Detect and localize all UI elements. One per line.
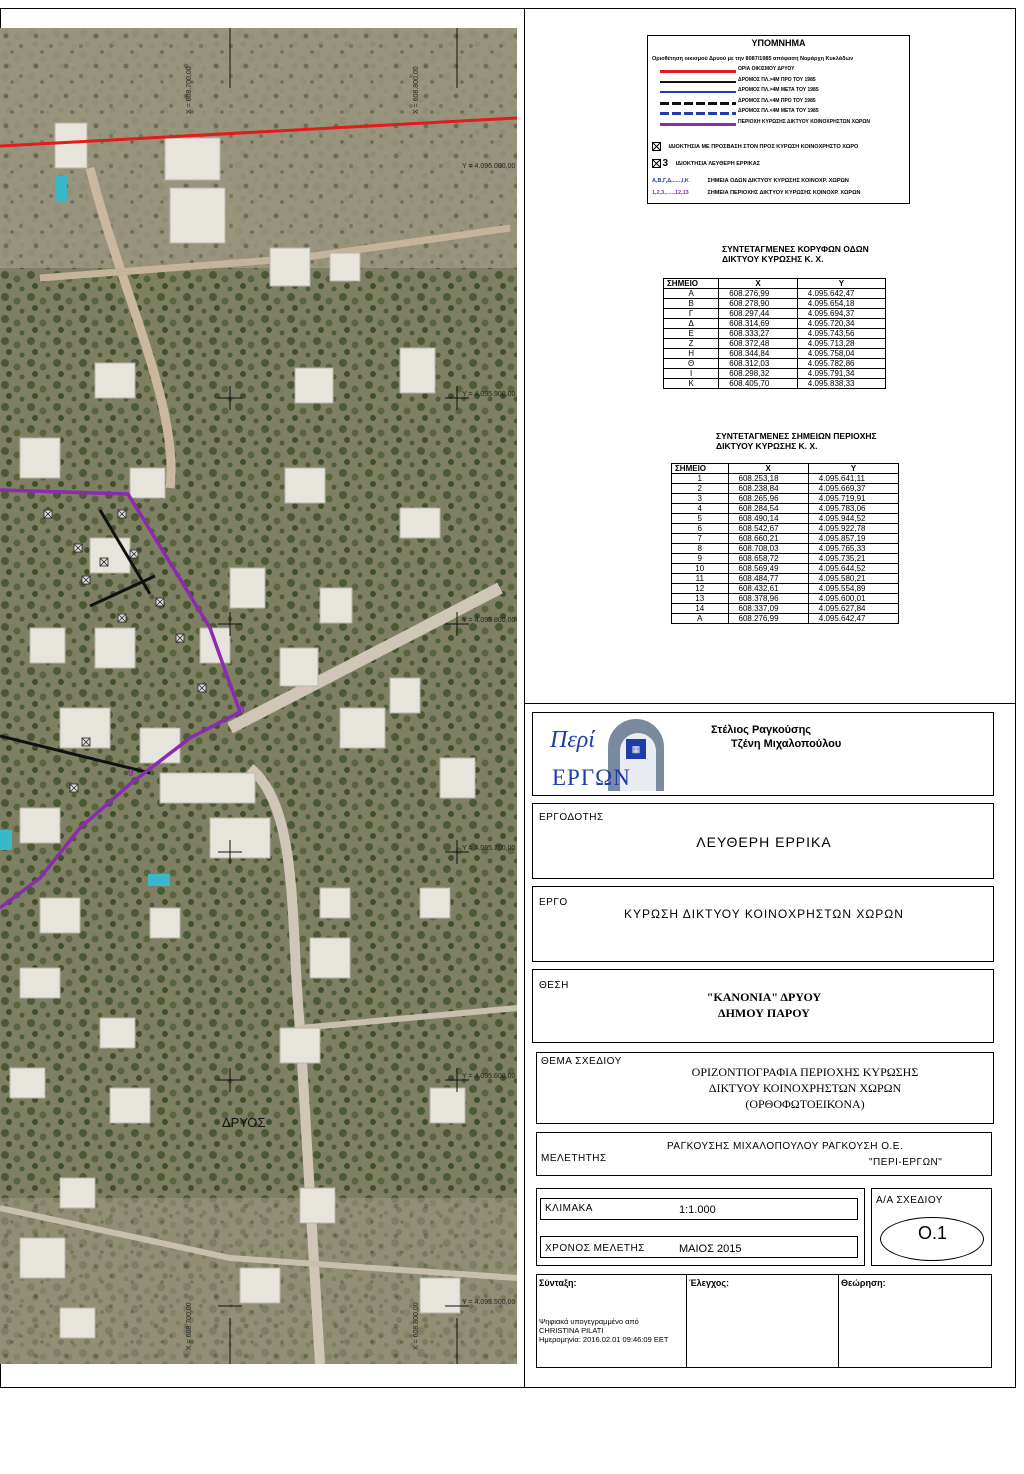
roads-table-title-line2: ΔΙΚΤΥΟΥ ΚΥΡΩΣΗΣ Κ. Χ. (722, 254, 824, 264)
legend-symbol-row (652, 158, 760, 169)
grid-label-y: Y = 4.096.000,00 (462, 163, 516, 170)
grid-label-y: Y = 4.095.900,00 (462, 391, 516, 398)
panel-separator (525, 703, 1016, 704)
approve-label: Θεώρηση: (841, 1278, 886, 1288)
project-box (532, 886, 994, 962)
grid-label-x: X = 608.800,00 (413, 66, 420, 114)
firm-box (532, 712, 994, 796)
table-cell: 4.095.758,04 (797, 349, 885, 359)
table-row (672, 614, 899, 624)
subject-line-1: ΟΡΙΖΟΝΤΙΟΓΡΑΦΙΑ ΠΕΡΙΟΧΗΣ ΚΥΡΩΣΗΣ (691, 1065, 919, 1079)
legend-line-row (650, 119, 907, 128)
grid-label-x: X = 608.700,00 (186, 66, 193, 114)
table-header-cell: Y (808, 464, 898, 474)
client-value: ΛΕΥΘΕΡΗ ΕΡΡΙΚΑ (696, 834, 832, 850)
legend-line-label: ΔΡΟΜΟΣ ΠΛ.>4Μ ΠΡΟ ΤΟΥ 1985 (738, 76, 816, 83)
table-row (672, 474, 899, 484)
table-cell: 4.095.743,56 (797, 329, 885, 339)
table-header-cell: ΣΗΜΕΙΟ (672, 464, 729, 474)
table-row (672, 584, 899, 594)
table-header-cell: X (719, 279, 798, 289)
date-field (540, 1236, 858, 1258)
table-cell: Η (664, 349, 719, 359)
client-box (532, 803, 994, 879)
table-row (664, 319, 886, 329)
table-cell: 4.095.642,47 (797, 289, 885, 299)
table-cell: 4.095.720,34 (797, 319, 885, 329)
table-cell: Δ (664, 319, 719, 329)
scale-value: 1:1.000 (679, 1204, 716, 1216)
legend-line-label: ΔΡΟΜΟΣ ΠΛ.<4Μ ΜΕΤΑ ΤΟΥ 1985 (738, 108, 819, 114)
legend-symbol-number: 3 (662, 158, 669, 169)
designer-box (536, 1132, 992, 1176)
date-label: ΧΡΟΝΟΣ ΜΕΛΕΤΗΣ (545, 1243, 645, 1254)
logo-text-top: Περί (550, 727, 595, 753)
table-cell: 4.095.838,33 (797, 379, 885, 389)
table-cell: 608.238,84 (728, 484, 808, 494)
table-row (672, 574, 899, 584)
table-cell: 4.095.791,34 (797, 369, 885, 379)
table-row (672, 554, 899, 564)
table-header-row (672, 464, 899, 474)
table-cell: Β (664, 299, 719, 309)
table-cell: 608.569,49 (728, 564, 808, 574)
location-line-1: "ΚΑΝΟΝΙΑ" ΔΡΥΟΥ (706, 990, 822, 1004)
orthophoto-map-svg (0, 28, 517, 1364)
grid-label-y: Y = 4.095.800,00 (462, 617, 516, 624)
legend-point-row (652, 190, 860, 196)
table-cell: 608.337,09 (728, 604, 808, 614)
table-cell: 4.095.642,47 (808, 614, 898, 624)
subject-line-2: ΔΙΚΤΥΟΥ ΚΟΙΝΟΧΡΗΣΤΩΝ ΧΩΡΩΝ (708, 1081, 902, 1095)
table-cell: 608.253,18 (728, 474, 808, 484)
table-row (664, 359, 886, 369)
project-value: ΚΥΡΩΣΗ ΔΙΚΤΥΟΥ ΚΟΙΝΟΧΡΗΣΤΩΝ ΧΩΡΩΝ (624, 907, 904, 921)
legend-symbol-row (652, 142, 858, 151)
legend-line-swatch (660, 70, 736, 73)
table-header-cell: X (728, 464, 808, 474)
grid-label-x: X = 608.700,00 (186, 1302, 193, 1350)
legend-line-swatch (660, 123, 736, 126)
orthophoto-map[interactable] (0, 28, 517, 1364)
table-cell: 8 (672, 544, 729, 554)
table-cell: 608.276,99 (728, 614, 808, 624)
table-cell: 4.095.580,21 (808, 574, 898, 584)
area-table-title (716, 431, 877, 451)
table-cell: 4.095.694,37 (797, 309, 885, 319)
table-cell: 608.276,99 (719, 289, 798, 299)
digital-signature (539, 1317, 668, 1344)
table-row (664, 329, 886, 339)
table-cell: 4.095.719,91 (808, 494, 898, 504)
legend-line-swatch (660, 81, 736, 83)
designer-line-2: "ΠΕΡΙ-ΕΡΓΩΝ" (869, 1157, 943, 1168)
table-header-cell: Y (797, 279, 885, 289)
table-cell: Θ (664, 359, 719, 369)
grid-label-y: Y = 4.095.600,00 (462, 1073, 516, 1080)
legend-line-row (650, 66, 907, 75)
panel-divider (524, 8, 525, 1388)
table-cell: 608.372,48 (719, 339, 798, 349)
legend-point-label: ΣΗΜΕΙΑ ΠΕΡΙΟΧΗΣ ΔΙΚΤΥΟΥ ΚΥΡΩΣΗΣ ΚΟΙΝΟΧΡ. ΧΩΡΩΝ (707, 190, 861, 196)
legend-box (647, 35, 910, 204)
legend-line-swatch (660, 102, 736, 105)
table-cell: 4 (672, 504, 729, 514)
table-cell: 14 (672, 604, 729, 614)
table-cell: 4.095.922,78 (808, 524, 898, 534)
legend-line-row (650, 77, 907, 86)
table-cell: Α (672, 614, 729, 624)
table-cell: 608.278,90 (719, 299, 798, 309)
table-cell: 4.095.857,19 (808, 534, 898, 544)
grid-label-y: Y = 4.095.500,00 (462, 1299, 516, 1306)
legend-symbol-label: ΙΔΙΟΚΤΗΣΙΑ ΛΕΥΘΕΡΗ ΕΡΡΙΚΑΣ (675, 160, 761, 167)
signature-col-divider (838, 1275, 839, 1367)
check-label: Έλεγχος: (689, 1278, 729, 1288)
legend-line-swatch (660, 91, 736, 93)
table-row (664, 309, 886, 319)
sheet-number-label: Α/Α ΣΧΕΔΙΟΥ (876, 1195, 943, 1206)
table-row (672, 494, 899, 504)
table-cell: 6 (672, 524, 729, 534)
grid-label-y: Y = 4.095.700,00 (462, 845, 516, 852)
table-cell: 608.378,96 (728, 594, 808, 604)
logo-square-icon: ▦ (626, 739, 646, 759)
crossed-box-icon (652, 142, 661, 151)
table-row (672, 544, 899, 554)
client-label: ΕΡΓΟΔΟΤΗΣ (539, 812, 604, 823)
table-row (672, 514, 899, 524)
table-cell: 1 (672, 474, 729, 484)
table-header-cell: ΣΗΜΕΙΟ (664, 279, 719, 289)
table-cell: 13 (672, 594, 729, 604)
area-point-label: 8 (239, 705, 245, 716)
sheet-number-value: Ο.1 (917, 1223, 947, 1243)
location-box (532, 969, 994, 1043)
signature-box (536, 1274, 992, 1368)
signature-line-2: CHRISTINA PILATI (539, 1326, 604, 1335)
legend-point-code: 1,2,3,.....,12,13 (652, 190, 689, 196)
subject-line-3: (ΟΡΘΟΦΩΤΟΕΙΚΟΝΑ) (745, 1097, 865, 1111)
table-cell: 11 (672, 574, 729, 584)
table-cell: 4.095.735,21 (808, 554, 898, 564)
area-table-title-line1: ΣΥΝΤΕΤΑΓΜΕΝΕΣ ΣΗΜΕΙΩΝ ΠΕΡΙΟΧΗΣ (716, 431, 877, 441)
project-label: ΕΡΓΟ (539, 897, 568, 908)
subject-label: ΘΕΜΑ ΣΧΕΔΙΟΥ (541, 1056, 622, 1067)
table-cell: 4.095.654,18 (797, 299, 885, 309)
table-row (664, 349, 886, 359)
place-name-label: ΔΡΥΟΣ (222, 1115, 266, 1130)
table-cell: 4.095.713,28 (797, 339, 885, 349)
legend-symbol-label: ΙΔΙΟΚΤΗΣΙΑ ΜΕ ΠΡΟΣΒΑΣΗ ΣΤΟΝ ΠΡΟΣ ΚΥΡΩΣΗ ΚΟΙΝΟΧΡΗΣΤΟ ΧΩΡΟ (668, 143, 859, 150)
scale-label: ΚΛΙΜΑΚΑ (545, 1203, 593, 1214)
table-row (664, 339, 886, 349)
location-line-2: ΔΗΜΟΥ ΠΑΡΟΥ (718, 1006, 810, 1020)
legend-point-label: ΣΗΜΕΙΑ ΟΔΩΝ ΔΙΚΤΥΟΥ ΚΥΡΩΣΗΣ ΚΟΙΝΟΧΡ. ΧΩΡΩΝ (707, 178, 849, 184)
table-cell: 608.284,54 (728, 504, 808, 514)
subject-box (536, 1052, 994, 1124)
table-row (672, 594, 899, 604)
table-cell: 4.095.765,33 (808, 544, 898, 554)
roads-coordinates-table (663, 278, 886, 389)
table-cell: 608.344,84 (719, 349, 798, 359)
table-cell: 608.432,61 (728, 584, 808, 594)
crossed-box-icon (652, 159, 661, 168)
table-cell: 608.660,21 (728, 534, 808, 544)
table-cell: 4.095.783,06 (808, 504, 898, 514)
table-cell: Α (664, 289, 719, 299)
table-cell: 608.312,03 (719, 359, 798, 369)
roads-table-title (722, 244, 869, 264)
table-cell: 608.658,72 (728, 554, 808, 564)
logo-text-bottom: ΕΡΓΩΝ (552, 765, 631, 790)
table-row (664, 299, 886, 309)
table-row (664, 369, 886, 379)
legend-line-row (650, 87, 907, 96)
location-label: ΘΕΣΗ (539, 980, 569, 991)
table-cell: 608.265,96 (728, 494, 808, 504)
legend-point-row (652, 178, 849, 184)
table-cell: 4.095.600,01 (808, 594, 898, 604)
table-row (672, 524, 899, 534)
table-cell: 4.095.782,86 (797, 359, 885, 369)
table-cell: 12 (672, 584, 729, 594)
designer-label: ΜΕΛΕΤΗΤΗΣ (541, 1153, 607, 1164)
table-cell: Ε (664, 329, 719, 339)
table-cell: 5 (672, 514, 729, 524)
table-cell: 608.405,70 (719, 379, 798, 389)
designer-name-1: Στέλιος Ραγκούσης (711, 724, 812, 736)
table-row (672, 534, 899, 544)
legend-line-swatch (660, 112, 736, 115)
table-header-row (664, 279, 886, 289)
table-row (672, 564, 899, 574)
table-cell: 4.095.944,52 (808, 514, 898, 524)
legend-subtitle: Οριοθέτηση οικισμού Δρυού με την 8087/1985 απόφαση Νομάρχη Κυκλάδων (652, 56, 854, 62)
table-cell: 608.490,14 (728, 514, 808, 524)
table-cell: 3 (672, 494, 729, 504)
signature-col-divider (686, 1275, 687, 1367)
table-cell: 4.095.641,11 (808, 474, 898, 484)
table-cell: 608.297,44 (719, 309, 798, 319)
table-row (664, 289, 886, 299)
table-cell: 608.542,67 (728, 524, 808, 534)
table-cell: 608.333,27 (719, 329, 798, 339)
table-row (672, 504, 899, 514)
table-cell: Ζ (664, 339, 719, 349)
legend-line-row (650, 98, 907, 107)
table-cell: 608.708,03 (728, 544, 808, 554)
table-row (672, 484, 899, 494)
table-cell: 10 (672, 564, 729, 574)
table-cell: Ι (664, 369, 719, 379)
table-cell: 4.095.554,89 (808, 584, 898, 594)
table-cell: 608.314,69 (719, 319, 798, 329)
table-row (664, 379, 886, 389)
table-cell: 9 (672, 554, 729, 564)
table-cell: 608.298,32 (719, 369, 798, 379)
legend-line-row (650, 108, 907, 117)
table-cell: 7 (672, 534, 729, 544)
table-cell: 608.484,77 (728, 574, 808, 584)
roads-table-title-line1: ΣΥΝΤΕΤΑΓΜΕΝΕΣ ΚΟΡΥΦΩΝ ΟΔΩΝ (722, 244, 869, 254)
firm-logo (548, 717, 668, 793)
legend-line-label: ΔΡΟΜΟΣ ΠΛ.>4Μ ΜΕΤΑ ΤΟΥ 1985 (738, 87, 819, 93)
area-point-label: 9 (128, 768, 134, 779)
area-coordinates-table (671, 463, 899, 624)
scale-field (540, 1198, 858, 1220)
grid-label-x: X = 608.800,00 (413, 1302, 420, 1350)
table-cell: Γ (664, 309, 719, 319)
legend-title: ΥΠΟΜΝΗΜΑ (751, 38, 806, 48)
table-cell: 2 (672, 484, 729, 494)
table-cell: 4.095.669,37 (808, 484, 898, 494)
designer-name-2: Τζένη Μιχαλοπούλου (731, 738, 842, 750)
table-cell: 4.095.627,84 (808, 604, 898, 614)
legend-line-label: ΟΡΙΑ ΟΙΚΙΣΜΟΥ ΔΡΥΟΥ (738, 66, 795, 72)
date-value: ΜΑΙΟΣ 2015 (679, 1243, 742, 1255)
area-table-title-line2: ΔΙΚΤΥΟΥ ΚΥΡΩΣΗΣ Κ. Χ. (716, 441, 818, 451)
signature-line-1: Ψηφιακά υπογεγραμμένο από (539, 1317, 639, 1326)
legend-line-label: ΠΕΡΙΟΧΗ ΚΥΡΩΣΗΣ ΔΙΚΤΥΟΥ ΚΟΙΝΟΧΡΗΣΤΩΝ ΧΩΡΩΝ (738, 118, 870, 125)
legend-line-label: ΔΡΟΜΟΣ ΠΛ.<4Μ ΠΡΟ ΤΟΥ 1985 (738, 97, 816, 104)
designer-line-1: ΡΑΓΚΟΥΣΗΣ ΜΙΧΑΛΟΠΟΥΛΟΥ ΡΑΓΚΟΥΣΗ Ο.Ε. (667, 1141, 904, 1152)
compose-label: Σύνταξη: (539, 1278, 577, 1288)
legend-point-code: Α,Β,Γ,Δ,.....,Ι,Κ (652, 178, 689, 184)
table-cell: Κ (664, 379, 719, 389)
table-cell: 4.095.644,52 (808, 564, 898, 574)
signature-line-3: Ημερομηνία: 2016.02.01 09:46:09 EET (539, 1335, 669, 1344)
sheet-number-box (871, 1188, 992, 1266)
table-row (672, 604, 899, 614)
